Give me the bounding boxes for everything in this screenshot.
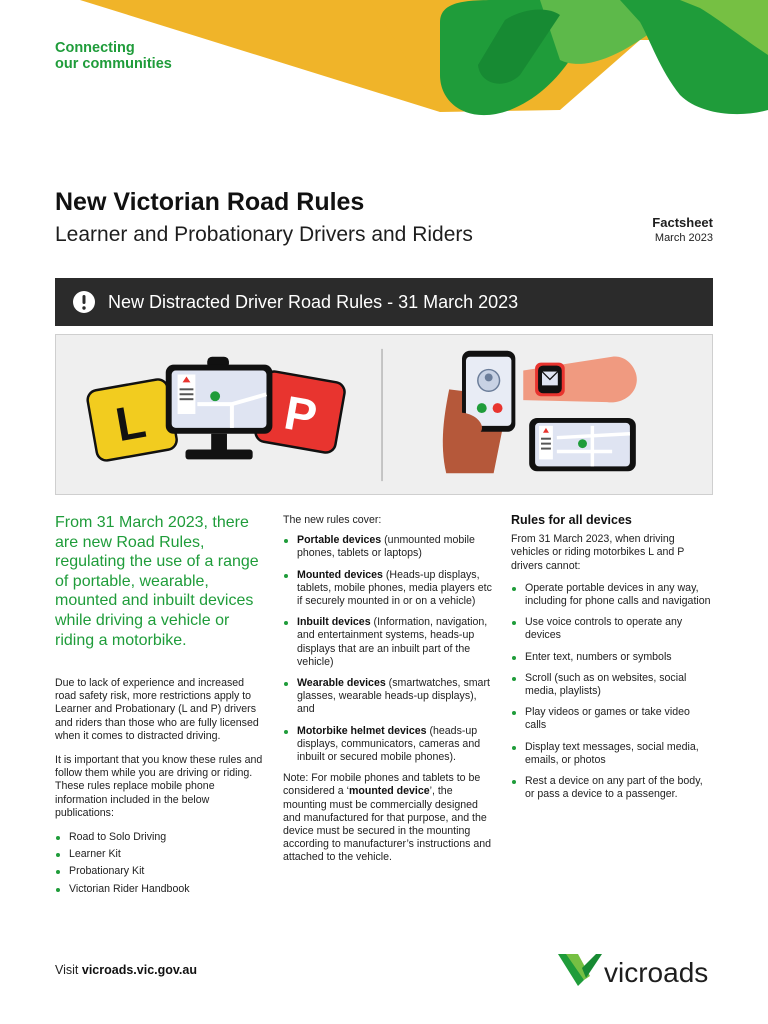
- mounting-note: [283, 772, 493, 864]
- column-3: [511, 514, 713, 809]
- p-plate-letter: P: [280, 386, 321, 445]
- device-desc: (Heads-up displays, tablets, mobile phones, media players etc if securely mounted in or on a vehicle): [297, 568, 492, 608]
- list-item: Probationary Kit: [55, 865, 265, 878]
- list-item: Scroll (such as on websites, social media, playlists): [511, 672, 713, 698]
- col1-paragraph-1: Due to lack of experience and increased road safety risk, more restrictions apply to Learner and Probationary (L and P) drivers and riders than those who are fully licensed when it comes to distracted driving.: [55, 677, 259, 742]
- device-term: Motorbike helmet devices: [297, 724, 427, 737]
- list-item: [283, 677, 493, 717]
- mounted-screen-icon: [166, 357, 273, 460]
- device-desc: (unmounted mobile phones, tablets or laptops): [297, 534, 475, 560]
- logo-text: vicroads: [604, 957, 709, 988]
- mounted-phone-icon: [529, 418, 636, 471]
- alert-banner: [55, 278, 713, 326]
- visit-label: Visit: [55, 963, 82, 977]
- exclamation-icon: [72, 290, 96, 314]
- device-desc: (Information, navigation, and entertainment systems, heads-up displays that are an inbuilt part of the vehicle): [297, 616, 488, 668]
- list-item: Use voice controls to operate any devices: [511, 616, 713, 642]
- l-plate-letter: L: [111, 394, 150, 453]
- device-desc: (smartwatches, smart glasses, wearable heads-up displays), and: [297, 677, 490, 716]
- publications-list: [55, 831, 265, 896]
- list-item: Operate portable devices in any way, including for phone calls and navigation: [511, 582, 713, 608]
- note-prefix: Note: For mobile phones and tablets to be considered a ‘: [283, 772, 481, 798]
- list-item: Rest a device on any part of the body, or pass a device to a passenger.: [511, 775, 713, 801]
- device-desc: (heads-up displays, communicators, cameras and inbuilt or secured mobile phones).: [297, 724, 481, 764]
- rules-intro: From 31 March 2023, when driving vehicles or riding motorbikes L and P drivers cannot:: [511, 533, 685, 572]
- l-plate-icon: [86, 378, 178, 462]
- note-term: mounted device: [348, 785, 430, 798]
- list-item: [283, 534, 493, 560]
- footer-visit: [55, 963, 197, 977]
- devices-illustration: [55, 334, 713, 495]
- tagline: [55, 40, 172, 72]
- list-item: Learner Kit: [55, 848, 265, 861]
- list-item: Road to Solo Driving: [55, 831, 265, 844]
- page-title: New Victorian Road Rules: [55, 188, 365, 216]
- device-term: Wearable devices: [297, 677, 386, 690]
- list-item: [283, 616, 493, 669]
- visit-link[interactable]: vicroads.vic.gov.au: [81, 963, 197, 977]
- col2-intro: The new rules cover:: [283, 514, 382, 526]
- alert-text: New Distracted Driver Road Rules - 31 March 2023: [108, 291, 519, 312]
- list-item: Victorian Rider Handbook: [55, 883, 265, 896]
- doc-type: Factsheet: [652, 215, 713, 230]
- column-2: [283, 514, 493, 876]
- list-item: Display text messages, social media, emails, or photos: [511, 741, 713, 767]
- column-1: [55, 677, 265, 900]
- lead-paragraph: From 31 March 2023, there are new Road Rules, regulating the use of a range of portable, wearable, mounted and inbuilt devices while driving a vehicle or riding a motorbike.: [55, 514, 259, 649]
- tagline-line-2: our communities: [55, 56, 172, 72]
- doc-date: March 2023: [654, 232, 713, 244]
- list-item: Play videos or games or take video calls: [511, 706, 713, 732]
- list-item: [283, 725, 493, 765]
- smartwatch-icon: [523, 357, 637, 403]
- tagline-line-1: Connecting: [55, 40, 135, 56]
- hand-phone-icon: [443, 351, 516, 473]
- list-item: [283, 569, 493, 609]
- device-term: Portable devices: [297, 534, 382, 547]
- device-term: Mounted devices: [297, 568, 383, 581]
- list-item: Enter text, numbers or symbols: [511, 651, 713, 664]
- device-term: Inbuilt devices: [297, 616, 371, 629]
- device-types-list: [283, 534, 493, 764]
- rules-list: [511, 582, 713, 802]
- vicroads-logo: [556, 950, 716, 990]
- col1-paragraph-2: It is important that you know these rules and follow them while you are driving or riding. These rules replace mobile phone information included in the below publications:: [55, 754, 263, 819]
- page-subtitle: Learner and Probationary Drivers and Riders: [55, 223, 473, 246]
- note-suffix: ’, the mounting must be commercially designed and manufactured for that purpose, and the device must be secured in the mounting according to manufacturer’s instructions and attached to the vehicle.: [283, 785, 492, 864]
- rules-heading: Rules for all devices: [511, 513, 632, 527]
